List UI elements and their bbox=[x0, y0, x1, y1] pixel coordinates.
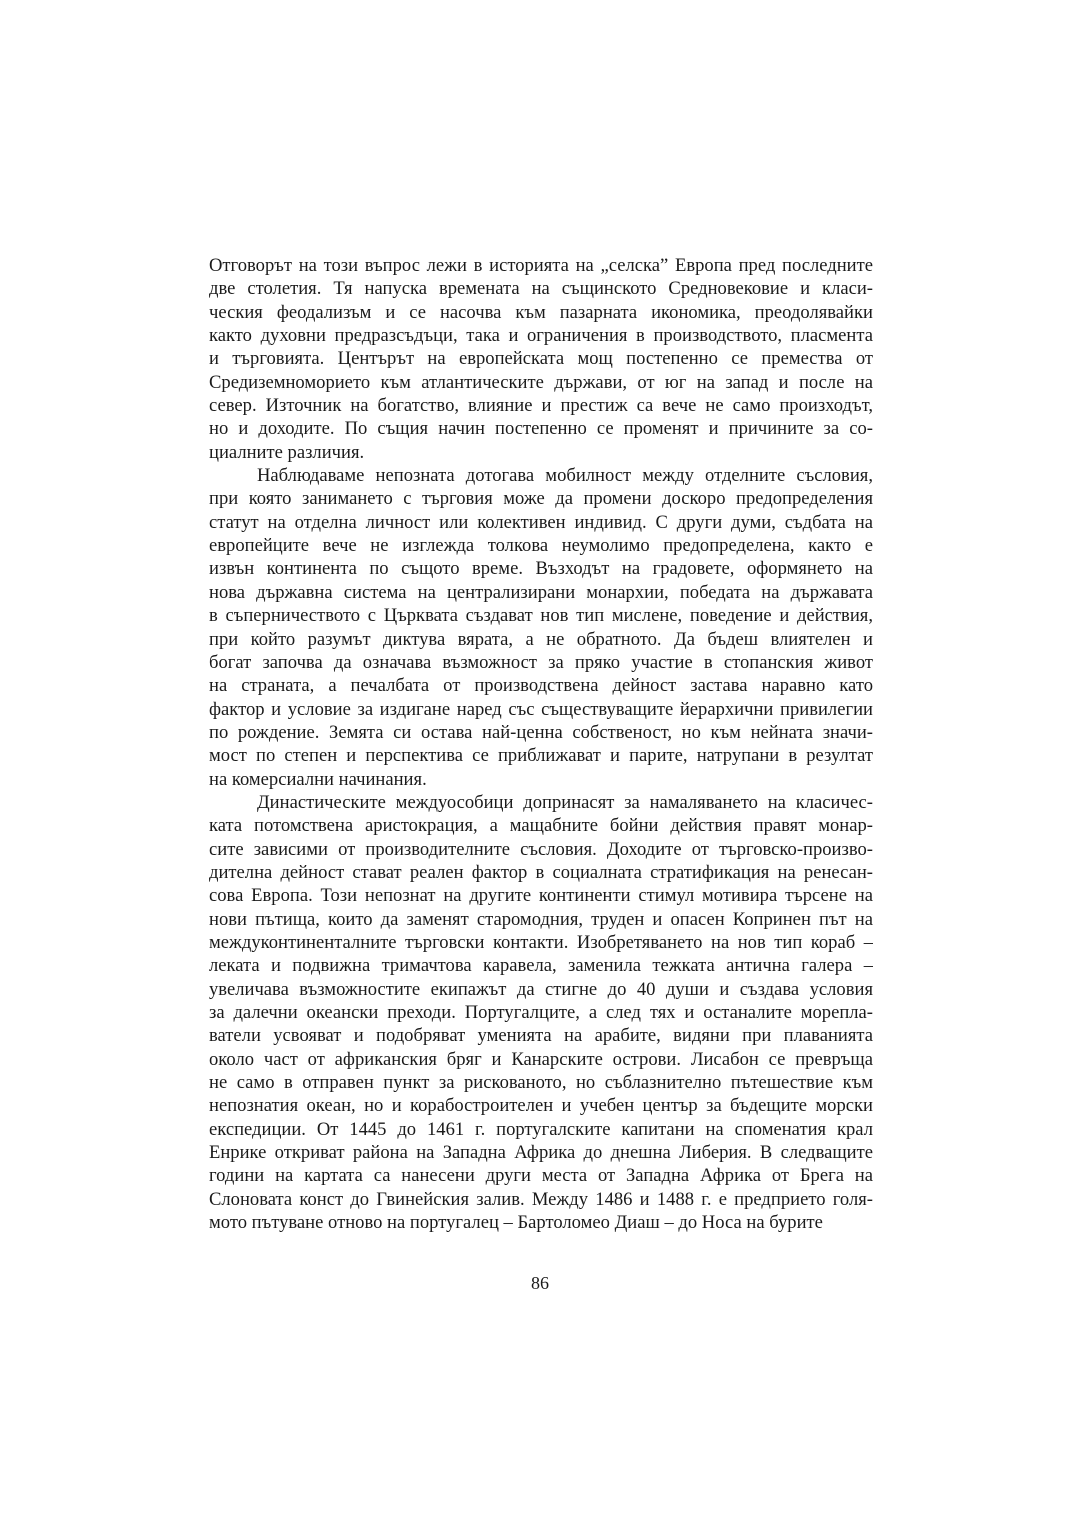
text-line: и търговията. Центърът на европейската мощ постепенно се премества от bbox=[209, 348, 873, 370]
text-line: около част от африканския бряг и Канарските острови. Лисабон се превръща bbox=[209, 1048, 873, 1070]
text-line: ката потомствена аристокрация, а мащабните бойни действия правят монар- bbox=[209, 815, 873, 837]
text-line: както духовни предразсъдъци, така и ограничения в производството, пласмента bbox=[209, 325, 873, 347]
text-line: нови пътища, които да заменят старомодния, труден и опасен Копринен път на bbox=[209, 908, 873, 930]
text-line: Слоновата конст до Гвинейския залив. Между 1486 и 1488 г. е предприето голя- bbox=[209, 1188, 873, 1210]
text-line: мост по степен и перспектива се приближават и парите, натрупани в резултат bbox=[209, 745, 873, 767]
text-line: статут на отделна личност или колективен индивид. С други думи, съдбата на bbox=[209, 511, 873, 533]
text-line: север. Източник на богатство, влияние и престиж са вече не само произходът, bbox=[209, 395, 873, 417]
text-line: богат започва да означава възможност за пряко участие в стопанския живот bbox=[209, 651, 873, 673]
page-number: 86 bbox=[531, 1273, 549, 1293]
text-line: дителна дейност стават реален фактор в социалната стратификация на ренесан- bbox=[209, 861, 873, 883]
text-line: на страната, а печалбата от производствена дейност застава наравно като bbox=[209, 675, 873, 697]
text-line: Династическите междуособици допринасят за намаляването на класичес- bbox=[257, 791, 873, 813]
text-line: две столетия. Тя напуска времената на същинското Средновековие и класи- bbox=[209, 278, 873, 300]
text-line: сова Европа. Този непознат на другите континенти стимул мотивира търсене на bbox=[209, 885, 873, 907]
text-line: нова държавна система на централизирани монархии, победата на държавата bbox=[209, 581, 873, 603]
text-line: при който разумът диктува вярата, а не обратното. Да бъдеш влиятелен и bbox=[209, 628, 873, 650]
paragraph bbox=[209, 791, 873, 1235]
text-line: в съперничеството с Църквата създават нов тип мислене, поведение и действия, bbox=[209, 605, 873, 627]
text-line: увеличава възможностите екипажът да стигне до 40 души и създава условия bbox=[209, 978, 873, 1000]
text-line: на комерсиални начинания. bbox=[209, 768, 427, 790]
paragraph bbox=[209, 254, 873, 464]
text-line: ческия феодализъм и се насочва към пазарната икономика, преодолявайки bbox=[209, 301, 873, 323]
text-line: за далечни океански преходи. Португалците, а след тях и останалите морепла- bbox=[209, 1002, 873, 1023]
paragraph bbox=[209, 464, 873, 791]
text-line: Средиземноморието към атлантическите държави, от юг на запад и после на bbox=[209, 371, 873, 393]
text-line: Наблюдаваме непозната дотогава мобилност между отделните съсловия, bbox=[257, 465, 873, 487]
text-line: сите зависими от производителните съсловия. Доходите от търговско-произво- bbox=[209, 838, 873, 860]
text-line: мото пътуване отново на португалец – Бартоломео Диаш – до Носа на бурите bbox=[209, 1212, 823, 1234]
text-line: ватели усвояват и подобряват уменията на арабите, видяни при плаванията bbox=[209, 1025, 873, 1047]
text-line: но и доходите. По същия начин постепенно се променят и причините за со- bbox=[209, 418, 873, 440]
text-line: междуконтиненталните търговски контакти. Изобретяването на нов тип кораб – bbox=[209, 931, 873, 953]
body-text bbox=[209, 254, 873, 1234]
text-line: години на картата са нанесени други места от Западна Африка от Брега на bbox=[209, 1165, 873, 1187]
text-line: по рождение. Земята си остава най-ценна собственост, но към нейната значи- bbox=[209, 721, 873, 743]
text-line: не само в отправен пункт за рискованото, но съблазнително пътешествие към bbox=[209, 1072, 873, 1094]
text-line: при която занимането с търговия може да промени доскоро предопределения bbox=[209, 488, 873, 510]
text-line: Отговорът на този въпрос лежи в историята на „селска” Европа пред последните bbox=[209, 255, 873, 276]
text-line: европейците вече не изглежда толкова неумолимо предопределена, както е bbox=[209, 535, 873, 557]
text-line: експедиции. От 1445 до 1461 г. португалските капитани на споменатия крал bbox=[209, 1118, 873, 1140]
text-line: циалните различия. bbox=[209, 441, 365, 463]
text-line: извън континента по същото време. Възходът на градовете, оформянето на bbox=[209, 558, 873, 580]
text-line: леката и подвижна тримачтова каравела, заменила тежката антична галера – bbox=[209, 955, 873, 977]
text-line: фактор и условие за издигане наред със съществуващите йерархични привилегии bbox=[209, 698, 873, 720]
text-line: непознатия океан, но и корабостроителен и учебен център за бъдещите морски bbox=[209, 1095, 873, 1117]
text-line: Енрике откриват района на Западна Африка до днешна Либерия. В следващите bbox=[209, 1142, 873, 1164]
